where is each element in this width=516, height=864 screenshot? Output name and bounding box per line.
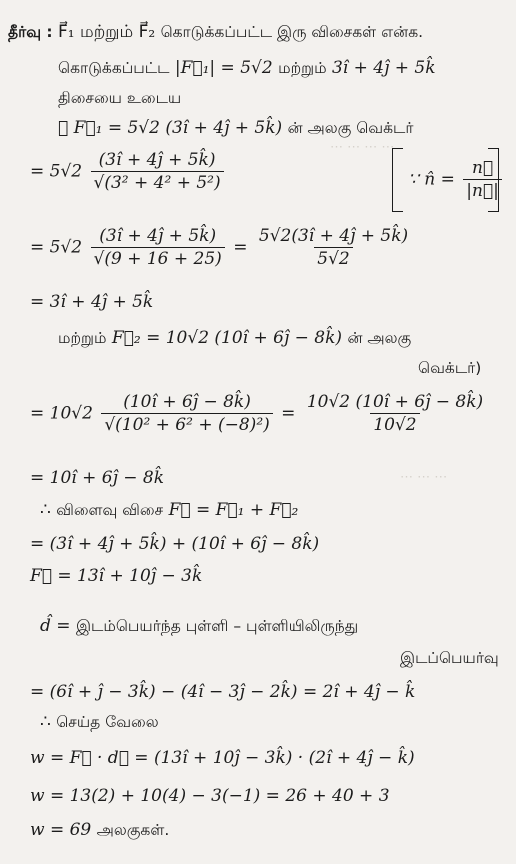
line-f2-result: = 10î + 6ĵ − 8k̂ [30, 468, 165, 488]
line-f2-fraction [30, 392, 489, 436]
and-text: மற்றும் [58, 329, 107, 347]
line-displacement-cont [400, 648, 499, 668]
f2-expression: F⃗₂ = 10√2 (10î + 6ĵ − 8k̂) [111, 328, 343, 348]
unit-vector-text: ன் அலகு வெக்டர் [287, 119, 414, 137]
work-done-text: செய்த வேலை [56, 713, 159, 731]
line-resultant-sum: = (3î + 4ĵ + 5k̂) + (10î + 6ĵ − 8k̂) [30, 534, 320, 554]
line-direction-text [58, 88, 181, 108]
fraction-denominator: 10√2 [370, 413, 419, 435]
line-f2-def [58, 328, 411, 348]
displacement-symbol: d̂ = [40, 616, 71, 636]
fraction-simplified [256, 226, 411, 270]
unit-text: ன் அலகு [347, 329, 412, 347]
given-text: கொடுக்கப்பட்ட [58, 59, 170, 77]
line-f1-def [58, 118, 414, 138]
hint-denominator: |n⃗| [463, 179, 502, 201]
hint-numerator: n⃗ [471, 158, 494, 178]
fraction-numerator: (3î + 4ĵ + 5k̂) [98, 150, 216, 170]
right-bracket [488, 148, 499, 212]
work-value: w = 69 [30, 820, 92, 840]
therefore-symbol: ∴ [40, 500, 51, 520]
equals-sign: = [281, 403, 296, 424]
line-given-magnitude [58, 58, 436, 78]
given-forces-text: கொடுக்கப்பட்ட இரு விசைகள் என்க. [160, 23, 424, 41]
displacement-text: இடம்பெயர்ந்த புள்ளி – புள்ளியிலிருந்து [75, 617, 359, 635]
fraction-denominator: √(10² + 6² + (−8)²) [101, 413, 272, 435]
line-f1-simplify [30, 226, 414, 270]
line-displacement [40, 616, 358, 636]
fraction-numerator: (3î + 4ĵ + 5k̂) [99, 226, 217, 246]
left-bracket [392, 148, 403, 212]
coef-5root2: = 5√2 [30, 161, 83, 182]
fraction [91, 226, 225, 270]
and-text: மற்றும் [278, 59, 327, 77]
magnitude-f1: |F⃗₁| = 5√2 [174, 58, 273, 78]
displacement-word: இடப்பெயர்வு [400, 649, 499, 667]
therefore-symbol: ∴ [40, 712, 51, 732]
direction-vector: 3î + 4ĵ + 5k̂ [331, 58, 436, 78]
fraction [91, 150, 224, 194]
fraction-denominator: √(3² + 4² + 5²) [91, 171, 224, 193]
line-work-dot: w = F⃗ · d⃗ = (13î + 10ĵ − 3k̂) · (2î + 4ĵ − k̂) [30, 748, 415, 768]
line-displacement-value: = (6î + ĵ − 3k̂) − (4î − 3ĵ − 2k̂) = 2î + 4ĵ − k̂ [30, 682, 416, 702]
having-direction-text: திசையை உடைய [58, 89, 182, 107]
resultant-force-text: விளைவு விசை [56, 501, 164, 519]
line-resultant-value: F⃗ = 13î + 10ĵ − 3k̂ [30, 566, 203, 586]
equals-sign: = [233, 237, 248, 258]
line-f2-def-cont [418, 358, 481, 378]
line-heading [8, 22, 423, 42]
bleed-through-text: ⋯ ⋯ ⋯ [400, 470, 448, 485]
f1-expression: ∴ F⃗₁ = 5√2 (3î + 4ĵ + 5k̂) [58, 118, 283, 138]
fraction-simplified [304, 392, 486, 436]
fraction-numerator: 10√2 (10î + 6ĵ − 8k̂) [306, 392, 484, 412]
vectors-f1-f2: F⃗₁ மற்றும் F⃗₂ [58, 22, 156, 42]
coef-5root2: = 5√2 [30, 237, 83, 258]
fraction-numerator: 5√2(3î + 4ĵ + 5k̂) [258, 226, 409, 246]
units-text: அலகுகள். [96, 821, 170, 839]
line-f1-fraction [30, 150, 227, 194]
coef-10root2: = 10√2 [30, 403, 93, 424]
solution-label: தீர்வு : [8, 23, 53, 41]
line-work-calc: w = 13(2) + 10(4) − 3(−1) = 26 + 40 + 3 [30, 786, 390, 806]
line-work-result [30, 820, 169, 840]
fraction [101, 392, 272, 436]
resultant-expression: F⃗ = F⃗₁ + F⃗₂ [168, 500, 299, 520]
fraction-denominator: √(9 + 16 + 25) [91, 247, 225, 269]
line-work-done [40, 712, 159, 732]
bleed-through-text: ⋯ ⋯ ⋯ ⋯ [330, 140, 395, 155]
line-f1-result: = 3î + 4ĵ + 5k̂ [30, 292, 154, 312]
fraction-numerator: (10î + 6ĵ − 8k̂) [123, 392, 251, 412]
hint-prefix: ∵ n̂ = [408, 169, 455, 190]
fraction-denominator: 5√2 [314, 247, 352, 269]
vector-text: வெக்டர்) [418, 359, 482, 377]
line-resultant [40, 500, 298, 520]
